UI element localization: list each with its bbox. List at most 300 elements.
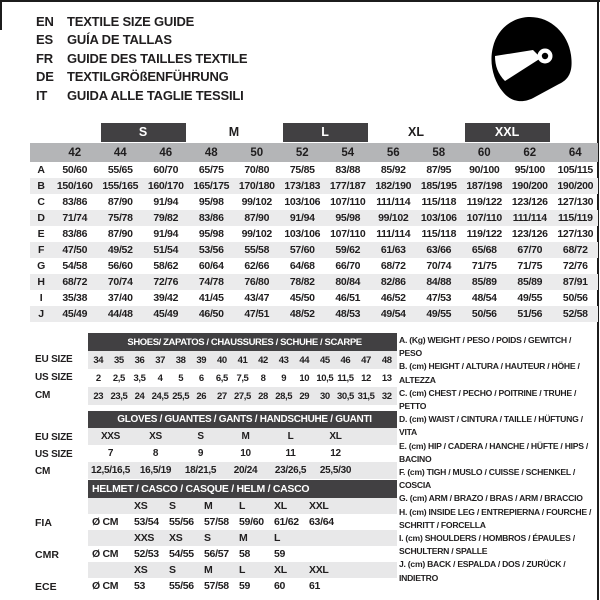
- helmet-size-cell: S: [165, 498, 200, 514]
- legend-item: A. (Kg) WEIGHT / PESO / POIDS / GEWITCH / PESO: [399, 335, 572, 359]
- value-cell: 177/187: [325, 178, 371, 194]
- shoes-eu-cell: 47: [356, 351, 377, 369]
- shoes-header-row: [88, 333, 397, 351]
- gloves-cm-row: [88, 462, 397, 479]
- value-cell: 46/52: [380, 292, 406, 304]
- helmet-values-row: [88, 578, 397, 594]
- helmet-size-cell: XXS: [130, 530, 165, 546]
- value-cell: 60/64: [198, 260, 224, 272]
- shoes-cm-cell: 26: [191, 387, 212, 405]
- shoes-eu-cell: 35: [109, 351, 130, 369]
- shoes-cm-cell: 29: [294, 387, 315, 405]
- helmet-value-cell: 63/64: [309, 516, 334, 528]
- value-cell: 111/114: [376, 196, 411, 208]
- spacer-cell: [88, 530, 130, 546]
- language-title: TEXTILGRÖßENFÜHRUNG: [67, 69, 229, 85]
- size-number: 48: [189, 143, 235, 162]
- shoes-us-cell: 7,5: [236, 372, 249, 384]
- value-cell: 46/51: [335, 292, 361, 304]
- size-group-cell: [462, 121, 553, 143]
- gloves-cm-cell: 25,5/30: [313, 462, 358, 479]
- language-title: GUIDA ALLE TAGLIE TESSILI: [67, 87, 244, 103]
- gloves-row-labels: [35, 429, 73, 480]
- value-cell: 87/90: [107, 196, 133, 208]
- value-cell: 50/56: [462, 306, 508, 322]
- value-cell: 56/60: [107, 260, 133, 272]
- size-group-label: L: [283, 123, 368, 142]
- value-cell: 71/75: [517, 260, 543, 272]
- size-number: 42: [52, 143, 98, 162]
- helmet-value-cell: 53/54: [134, 516, 159, 528]
- value-cell: 165/175: [189, 178, 235, 194]
- value-cell: 107/110: [330, 228, 366, 240]
- helmet-size-cell: XL: [270, 562, 305, 578]
- shoes-eu-cell: 48: [376, 351, 397, 369]
- helmet-size-cell: M: [200, 498, 235, 514]
- helmet-value-cell: 61: [309, 580, 321, 592]
- value-cell: 115/118: [421, 196, 457, 208]
- helmet-size-cell: M: [235, 530, 270, 546]
- value-cell: 187/198: [462, 178, 508, 194]
- value-cell: 49/54: [371, 306, 417, 322]
- value-cell: 83/88: [335, 164, 361, 176]
- value-cell: 51/56: [507, 306, 553, 322]
- value-cell: 190/200: [553, 178, 599, 194]
- helmet-standard-cmr: CMR: [35, 549, 59, 561]
- value-cell: 105/115: [557, 164, 593, 176]
- size-group-label: S: [101, 123, 186, 142]
- shoes-cm-cell: 27,5: [232, 387, 253, 405]
- filler-cell: [340, 546, 397, 562]
- measurement-row: [30, 162, 598, 178]
- filler-cell: [358, 445, 397, 462]
- legend-item: I. (cm) SHOULDERS / HOMBROS / ÉPAULES / SCHULTERN / SPALLE: [399, 533, 575, 557]
- shoes-us-cell: 11,5: [337, 372, 354, 384]
- spacer-cell: [88, 562, 130, 578]
- helmet-value-cell: 60: [274, 580, 286, 592]
- value-cell: 87/95: [426, 164, 452, 176]
- value-cell: 87/90: [107, 228, 133, 240]
- legend-item: H. (cm) INSIDE LEG / ENTREPIERNA / FOURCHE / SCHRITT / FORCELLA: [399, 506, 592, 530]
- measurement-row: [30, 274, 598, 290]
- gloves-us-row: [88, 445, 397, 462]
- value-cell: 47/50: [52, 242, 98, 258]
- row-letter: J: [30, 306, 52, 322]
- value-cell: 75/78: [98, 210, 144, 226]
- value-cell: 95/98: [198, 228, 224, 240]
- size-number: 62: [507, 143, 553, 162]
- row-label: US SIZE: [35, 372, 73, 383]
- size-number: 54: [325, 143, 371, 162]
- value-cell: 85/89: [462, 274, 508, 290]
- value-cell: 84/88: [416, 274, 462, 290]
- value-cell: 71/75: [471, 260, 497, 272]
- value-cell: 45/49: [143, 306, 189, 322]
- unit-cell: Ø CM: [92, 516, 119, 528]
- value-cell: 46/50: [189, 306, 235, 322]
- value-cell: 91/94: [153, 196, 179, 208]
- row-letter: A: [37, 164, 45, 176]
- value-cell: 83/86: [62, 196, 88, 208]
- gloves-eu-cell: XL: [313, 428, 358, 445]
- shoes-us-cell: 12: [361, 372, 371, 384]
- spacer-cell: [88, 498, 130, 514]
- value-cell: 123/126: [511, 196, 548, 208]
- value-cell: 111/114: [376, 228, 411, 240]
- shoes-us-cell: 9: [281, 372, 287, 384]
- helmet-value-cell: 59: [239, 580, 251, 592]
- value-cell: 182/190: [371, 178, 417, 194]
- helmet-value-cell: [305, 546, 340, 562]
- shoes-us-cell: 5: [178, 372, 184, 384]
- shoes-cm-cell: 30,5: [335, 387, 356, 405]
- shoes-eu-cell: 46: [335, 351, 356, 369]
- shoes-eu-cell: 43: [273, 351, 294, 369]
- gloves-eu-cell: XXS: [88, 428, 133, 445]
- shoes-us-cell: 8: [260, 372, 266, 384]
- legend-item: C. (cm) CHEST / PECHO / POITRINE / TRUHE / PETTO: [399, 387, 577, 412]
- shoes-eu-cell: 40: [212, 351, 233, 369]
- value-cell: 123/126: [511, 228, 548, 240]
- size-number: 64: [553, 143, 599, 162]
- shoes-eu-cell: 37: [150, 351, 171, 369]
- spacer-cell: [30, 143, 52, 162]
- value-cell: 150/160: [52, 178, 98, 194]
- language-title: TEXTILE SIZE GUIDE: [67, 13, 195, 29]
- shoes-eu-cell: 34: [88, 351, 109, 369]
- value-cell: 71/74: [52, 210, 98, 226]
- row-letter: H: [30, 274, 52, 290]
- value-cell: 48/54: [471, 292, 497, 304]
- value-cell: 48/52: [280, 306, 326, 322]
- shoes-us-cell: 2: [95, 372, 101, 384]
- filler-cell: [340, 578, 397, 594]
- gloves-eu-cell: S: [178, 428, 223, 445]
- shoes-title: SHOES/ ZAPATOS / CHAUSSURES / SCHUHE / SCARPE: [88, 333, 397, 351]
- value-cell: 47/51: [234, 306, 280, 322]
- value-cell: 80/84: [325, 274, 371, 290]
- row-label: US SIZE: [35, 449, 73, 460]
- value-cell: 72/76: [562, 260, 588, 272]
- filler-cell: [358, 462, 397, 479]
- language-code: DE: [36, 69, 54, 85]
- value-cell: 173/183: [280, 178, 326, 194]
- value-cell: 49/55: [416, 306, 462, 322]
- shoes-eu-cell: 44: [294, 351, 315, 369]
- value-cell: 99/102: [241, 228, 272, 240]
- row-label: EU SIZE: [35, 354, 73, 365]
- value-cell: 39/42: [153, 292, 179, 304]
- gloves-cm-cell: 12,5/16,5: [88, 462, 133, 479]
- value-cell: 78/82: [280, 274, 326, 290]
- shoes-us-row: [88, 369, 397, 387]
- shoes-cm-cell: 28: [253, 387, 274, 405]
- value-cell: 55/65: [107, 164, 133, 176]
- helmet-value-cell: 52/53: [134, 548, 159, 560]
- value-cell: 43/47: [244, 292, 270, 304]
- shoes-us-cell: 2,5: [112, 372, 125, 384]
- value-cell: 91/94: [153, 228, 179, 240]
- helmet-size-cell: L: [235, 498, 270, 514]
- shoes-table: [88, 333, 397, 405]
- measurement-row: [30, 226, 598, 242]
- helmet-size-cell: XL: [270, 498, 305, 514]
- size-number: 50: [234, 143, 280, 162]
- value-cell: 57/60: [280, 242, 326, 258]
- value-cell: 49/52: [98, 242, 144, 258]
- value-cell: 45/49: [52, 306, 98, 322]
- row-letter: F: [30, 242, 52, 258]
- shoes-us-cell: 10,5: [316, 372, 334, 384]
- value-cell: 115/119: [553, 210, 599, 226]
- value-cell: 68/72: [553, 242, 599, 258]
- row-label: EU SIZE: [35, 432, 73, 443]
- helmet-icon: [484, 12, 574, 106]
- value-cell: 62/66: [244, 260, 270, 272]
- measurement-row: [30, 290, 598, 306]
- value-cell: 87/90: [234, 210, 280, 226]
- gloves-eu-cell: L: [268, 428, 313, 445]
- helmet-sizes-row: [88, 530, 397, 546]
- shoes-cm-cell: 24: [129, 387, 150, 405]
- shoes-row-labels: [35, 351, 73, 405]
- shoes-cm-cell: 28,5: [273, 387, 294, 405]
- language-code: ES: [36, 32, 53, 48]
- row-letter: G: [37, 260, 45, 272]
- value-cell: 47/53: [426, 292, 452, 304]
- value-cell: 85/92: [380, 164, 406, 176]
- size-group-cell: [371, 121, 462, 143]
- size-group-cell: [98, 121, 189, 143]
- filler-cell: [340, 530, 397, 546]
- gloves-us-cell: 9: [197, 448, 204, 459]
- value-cell: 72/76: [143, 274, 189, 290]
- size-group-label: XL: [408, 124, 425, 139]
- shoes-cm-cell: 25,5: [170, 387, 191, 405]
- row-label: CM: [35, 390, 51, 401]
- shoes-us-cell: 6,5: [215, 372, 228, 384]
- measurement-row: [30, 178, 598, 194]
- gloves-cm-cell: 18/21,5: [178, 462, 223, 479]
- legend-item: B. (cm) HEIGHT / ALTURA / HAUTEUR / HÖHE / ALTEZZA: [399, 361, 580, 385]
- value-cell: 119/122: [466, 228, 502, 240]
- row-label: CM: [35, 466, 51, 477]
- size-group-label: M: [228, 124, 240, 139]
- language-title: GUÍA DE TALLAS: [67, 32, 172, 48]
- gloves-cm-cell: 23/26,5: [268, 462, 313, 479]
- value-cell: 95/100: [514, 164, 545, 176]
- shoes-us-cell: 3,5: [133, 372, 146, 384]
- helmet-value-cell: 59: [274, 548, 286, 560]
- value-cell: 119/122: [466, 196, 502, 208]
- helmet-sizes-row: [88, 498, 397, 514]
- gloves-eu-cell: M: [223, 428, 268, 445]
- value-cell: 99/102: [241, 196, 272, 208]
- helmet-table: [88, 480, 397, 594]
- value-cell: 37/40: [107, 292, 133, 304]
- value-cell: 115/118: [421, 228, 457, 240]
- helmet-size-cell: L: [270, 530, 305, 546]
- legend-item: D. (cm) WAIST / CINTURA / TAILLE / HÜFTUNG / VITA: [399, 414, 583, 438]
- value-cell: 83/86: [189, 210, 235, 226]
- helmet-value-cell: 57/58: [204, 580, 229, 592]
- value-cell: 61/63: [371, 242, 417, 258]
- shoes-cm-cell: 27: [212, 387, 233, 405]
- helmet-size-cell: M: [200, 562, 235, 578]
- shoes-eu-cell: 41: [232, 351, 253, 369]
- measurement-row: [30, 242, 598, 258]
- helmet-size-cell: XS: [165, 530, 200, 546]
- helmet-size-cell: XXL: [305, 498, 340, 514]
- value-cell: 44/48: [98, 306, 144, 322]
- value-cell: 70/80: [244, 164, 270, 176]
- helmet-standard-fia: FIA: [35, 517, 52, 529]
- value-cell: 87/91: [553, 274, 599, 290]
- value-cell: 49/55: [517, 292, 543, 304]
- value-cell: 50/60: [62, 164, 88, 176]
- value-cell: 65/68: [462, 242, 508, 258]
- helmet-value-cell: 57/58: [204, 516, 229, 528]
- value-cell: 82/86: [371, 274, 417, 290]
- value-cell: 107/110: [330, 196, 366, 208]
- language-row: [36, 12, 247, 31]
- helmet-title: HELMET / CASCO / CASQUE / HELM / CASCO: [88, 480, 397, 498]
- language-titles: [36, 12, 247, 105]
- value-cell: 85/89: [507, 274, 553, 290]
- shoes-us-cell: 13: [381, 372, 392, 384]
- filler-cell: [340, 498, 397, 514]
- helmet-size-cell: [305, 530, 340, 546]
- shoes-us-cell: 6: [198, 372, 204, 384]
- value-cell: 35/38: [62, 292, 88, 304]
- helmet-size-cell: L: [235, 562, 270, 578]
- shoes-eu-cell: 39: [191, 351, 212, 369]
- value-cell: 185/195: [416, 178, 462, 194]
- language-code: EN: [36, 13, 54, 29]
- helmet-values-row: [88, 546, 397, 562]
- value-cell: 70/74: [426, 260, 452, 272]
- helmet-size-cell: XS: [130, 562, 165, 578]
- shoes-cm-cell: 23,5: [109, 387, 130, 405]
- measurement-row: [30, 258, 598, 274]
- measurement-row: [30, 210, 598, 226]
- shoes-us-cell: 4: [157, 372, 163, 384]
- size-group-cell: [280, 121, 371, 143]
- shoes-us-cell: 10: [299, 372, 310, 384]
- language-title: GUIDE DES TAILLES TEXTILE: [67, 50, 248, 66]
- gloves-cm-cell: 16,5/19: [133, 462, 178, 479]
- value-cell: 127/130: [557, 196, 594, 208]
- value-cell: 48/53: [325, 306, 371, 322]
- value-cell: 83/86: [62, 228, 88, 240]
- shoes-cm-cell: 24,5: [150, 387, 171, 405]
- value-cell: 76/80: [234, 274, 280, 290]
- top-border: [0, 0, 600, 2]
- size-number-row: [30, 143, 598, 162]
- gloves-us-cell: 8: [152, 448, 159, 459]
- value-cell: 64/68: [289, 260, 315, 272]
- shoes-cm-cell: 32: [376, 387, 397, 405]
- value-cell: 50/56: [562, 292, 588, 304]
- value-cell: 41/45: [198, 292, 224, 304]
- value-cell: 60/70: [153, 164, 179, 176]
- value-cell: 103/106: [284, 196, 321, 208]
- filler-cell: [358, 428, 397, 445]
- value-cell: 155/165: [98, 178, 144, 194]
- row-letter: B: [30, 178, 52, 194]
- helmet-size-cell: S: [200, 530, 235, 546]
- size-letter-row: [30, 121, 598, 143]
- value-cell: 95/98: [325, 210, 371, 226]
- language-code: FR: [36, 50, 53, 66]
- size-group-cell: [553, 121, 599, 143]
- value-cell: 107/110: [462, 210, 508, 226]
- size-group-cell: [30, 121, 98, 143]
- value-cell: 68/72: [52, 274, 98, 290]
- value-cell: 75/85: [289, 164, 315, 176]
- value-cell: 65/75: [198, 164, 224, 176]
- unit-cell: Ø CM: [92, 548, 119, 560]
- helmet-standard-ece: ECE: [35, 581, 57, 593]
- legend-item: F. (cm) TIGH / MUSLO / CUISSE / SCHENKEL / COSCIA: [399, 467, 576, 491]
- language-row: [36, 31, 247, 50]
- helmet-sizes-row: [88, 562, 397, 578]
- shoes-cm-cell: 31,5: [356, 387, 377, 405]
- helmet-value-cell: 61/62: [274, 516, 299, 528]
- helmet-size-cell: S: [165, 562, 200, 578]
- helmet-value-cell: 56/57: [204, 548, 229, 560]
- value-cell: 54/58: [62, 260, 88, 272]
- value-cell: 58/62: [153, 260, 179, 272]
- gloves-header-row: [88, 411, 397, 428]
- gloves-table: [88, 411, 397, 479]
- size-number: 52: [280, 143, 326, 162]
- helmet-value-cell: 59/60: [239, 516, 264, 528]
- helmet-value-cell: 54/55: [169, 548, 194, 560]
- size-number: 44: [98, 143, 144, 162]
- gloves-us-cell: 12: [330, 448, 341, 459]
- value-cell: 170/180: [234, 178, 280, 194]
- gloves-title: GLOVES / GUANTES / GANTS / HANDSCHUHE / GUANTI: [88, 411, 397, 428]
- shoes-eu-cell: 45: [315, 351, 336, 369]
- value-cell: 127/130: [557, 228, 594, 240]
- size-number: 56: [371, 143, 417, 162]
- filler-cell: [340, 514, 397, 530]
- helmet-value-cell: 53: [134, 580, 146, 592]
- row-letter: E: [37, 228, 45, 240]
- gloves-us-cell: 11: [285, 448, 296, 459]
- size-group-label: XXL: [465, 123, 550, 142]
- helmet-size-cell: XS: [130, 498, 165, 514]
- helmet-value-cell: 55/56: [169, 580, 194, 592]
- helmet-values-row: [88, 514, 397, 530]
- measurement-row: [30, 194, 598, 210]
- size-group-cell: [189, 121, 280, 143]
- gloves-cm-cell: 20/24: [223, 462, 268, 479]
- value-cell: 99/102: [371, 210, 417, 226]
- value-cell: 67/70: [507, 242, 553, 258]
- language-row: [36, 86, 247, 105]
- helmet-value-cell: 55/56: [169, 516, 194, 528]
- row-letter: C: [37, 196, 45, 208]
- gloves-us-cell: 10: [240, 448, 251, 459]
- value-cell: 52/58: [553, 306, 599, 322]
- value-cell: 59/62: [325, 242, 371, 258]
- value-cell: 63/66: [416, 242, 462, 258]
- value-cell: 111/114: [507, 210, 553, 226]
- value-cell: 55/58: [234, 242, 280, 258]
- value-cell: 160/170: [143, 178, 189, 194]
